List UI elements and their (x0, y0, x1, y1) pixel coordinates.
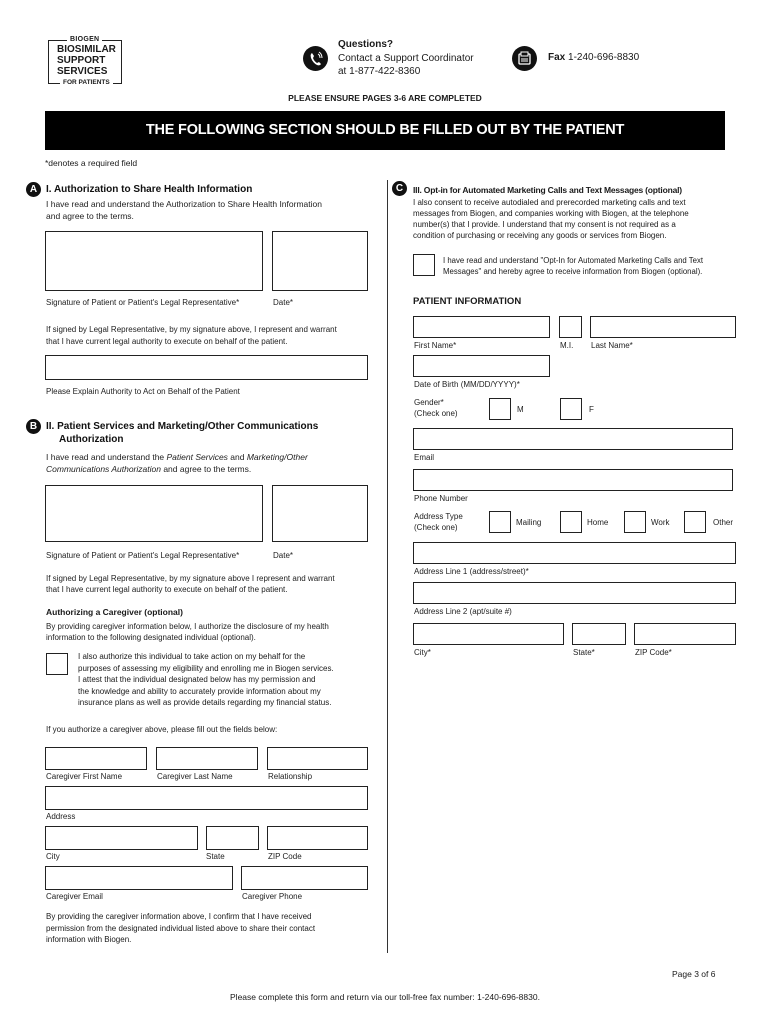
section-c-title: III. Opt-in for Automated Marketing Calls and Text Messages (optional) (413, 185, 682, 195)
questions-title: Questions? (338, 39, 394, 50)
caregiver-title: Authorizing a Caregiver (optional) (46, 607, 183, 617)
logo-bottom-text: FOR PATIENTS (60, 79, 113, 86)
caregiver-relationship-field[interactable] (267, 747, 368, 770)
caregiver-zip-field[interactable] (267, 826, 368, 850)
patient-city-field[interactable] (413, 623, 564, 645)
section-b-intro-italic2: Marketing/Other (246, 452, 308, 462)
section-c-check-line-2: Messages" and hereby agree to receive information from Biogen (optional). (443, 267, 703, 276)
caregiver-intro-1: By providing caregiver information below, I authorize the disclosure of my health (46, 622, 329, 631)
address-type-label: Address Type (414, 512, 463, 521)
patient-mi-field[interactable] (559, 316, 582, 338)
section-b-title-1: II. Patient Services and Marketing/Other Communications (46, 421, 319, 432)
section-b-intro-italic1: Patient Services (166, 452, 228, 462)
gender-label: Gender* (414, 398, 444, 407)
patient-address2-field[interactable] (413, 582, 736, 604)
phone-icon (303, 46, 328, 71)
address-home-label: Home (587, 518, 609, 527)
caregiver-last-name-field[interactable] (156, 747, 258, 770)
banner-text: THE FOLLOWING SECTION SHOULD BE FILLED OUT BY THE PATIENT (145, 122, 625, 138)
patient-email-field[interactable] (413, 428, 733, 450)
section-a-badge: A (26, 182, 41, 197)
footer-note: Please complete this form and return via our toll-free fax number: 1-240-696-8830. (230, 992, 540, 1002)
section-b-intro (46, 452, 376, 475)
caregiver-authorize-text (78, 651, 334, 709)
gender-f-checkbox[interactable] (560, 398, 582, 420)
logo-line2: SUPPORT (57, 55, 106, 66)
address-other-label: Other (713, 518, 734, 527)
caregiver-phone-label: Caregiver Phone (242, 892, 303, 901)
patient-phone-field[interactable] (413, 469, 733, 491)
caregiver-check-line: insurance plans as well as provide details regarding my financial status. (78, 698, 332, 707)
patient-address1-field[interactable] (413, 542, 736, 564)
caregiver-check-line: I also authorize this individual to take action on my behalf for the (78, 652, 306, 661)
gender-f-label: F (589, 405, 594, 414)
caregiver-confirm-line: permission from the designated individual listed above to share their contact (46, 923, 316, 933)
address-home-checkbox[interactable] (560, 511, 582, 533)
patient-first-name-label: First Name* (414, 341, 457, 350)
caregiver-confirm (46, 911, 315, 946)
questions-line1: Contact a Support Coordinator (338, 53, 474, 64)
section-b-date-field[interactable] (272, 485, 368, 542)
caregiver-zip-label: ZIP Code (268, 852, 302, 861)
caregiver-state-field[interactable] (206, 826, 259, 850)
patient-mi-label: M.I. (560, 341, 574, 350)
address-work-checkbox[interactable] (624, 511, 646, 533)
fax-info (548, 52, 639, 63)
section-a-rep-1: If signed by Legal Representative, by my signature above, I represent and warrant (46, 325, 337, 334)
section-b-signature-label: Signature of Patient or Patient's Legal Representative* (46, 551, 240, 560)
caregiver-relationship-label: Relationship (268, 772, 313, 781)
caregiver-address-label: Address (46, 812, 76, 821)
section-b-intro-post: and agree to the terms. (160, 463, 252, 474)
section-a-date-field[interactable] (272, 231, 368, 291)
biogen-logo (48, 36, 124, 86)
patient-state-label: State* (573, 648, 595, 657)
section-a-signature-field[interactable] (45, 231, 263, 291)
section-c-intro-line: I also consent to receive autodialed and prerecorded marketing calls and text (413, 198, 686, 207)
logo-line1: BIOSIMILAR (57, 44, 116, 55)
column-divider (387, 180, 388, 953)
address-work-label: Work (651, 518, 670, 527)
section-a-authority-label: Please Explain Authority to Act on Behalf of the Patient (46, 387, 240, 396)
section-b-intro-pre: I have read and understand the (46, 452, 167, 462)
patient-last-name-field[interactable] (590, 316, 736, 338)
page-number: Page 3 of 6 (672, 969, 716, 979)
gender-hint: (Check one) (414, 409, 458, 418)
section-b-intro-italic3: Communications Authorization (46, 463, 161, 474)
section-a-rep-2: that I have current legal authority to execute on behalf of the patient. (46, 337, 288, 346)
gender-m-label: M (517, 405, 524, 414)
caregiver-check-line: I attest that the individual designated below has my permission and (78, 675, 316, 684)
caregiver-city-label: City (46, 852, 60, 861)
section-b-badge: B (26, 419, 41, 434)
patient-dob-field[interactable] (413, 355, 550, 377)
address-mailing-label: Mailing (516, 518, 542, 527)
patient-address2-label: Address Line 2 (apt/suite #) (414, 607, 512, 616)
fax-number: 1-240-696-8830 (568, 52, 640, 63)
section-b-rep-1: If signed by Legal Representative, by my signature above I represent and warrant (46, 574, 335, 583)
section-b-signature-field[interactable] (45, 485, 263, 542)
caregiver-email-field[interactable] (45, 866, 233, 890)
caregiver-confirm-line: By providing the caregiver information above, I confirm that I have received (46, 912, 312, 921)
fax-label: Fax (548, 52, 566, 63)
patient-phone-label: Phone Number (414, 494, 468, 503)
section-a-intro-1: I have read and understand the Authorization to Share Health Information (46, 199, 322, 209)
patient-first-name-field[interactable] (413, 316, 550, 338)
section-c-intro (413, 197, 689, 241)
section-b-rep-2: that I have current legal authority to execute on behalf of the patient. (46, 585, 288, 594)
pages-note: PLEASE ENSURE PAGES 3-6 ARE COMPLETED (288, 93, 482, 103)
caregiver-city-field[interactable] (45, 826, 198, 850)
section-a-intro-2: and agree to the terms. (46, 211, 134, 221)
section-a-title: I. Authorization to Share Health Information (46, 184, 253, 195)
required-note: *denotes a required field (45, 158, 138, 168)
section-b-date-label: Date* (273, 551, 294, 560)
patient-zip-field[interactable] (634, 623, 736, 645)
section-a-date-label: Date* (273, 298, 294, 307)
caregiver-last-name-label: Caregiver Last Name (157, 772, 233, 781)
patient-address1-label: Address Line 1 (address/street)* (414, 567, 529, 576)
patient-state-field[interactable] (572, 623, 626, 645)
section-b-title-2: Authorization (59, 434, 124, 445)
section-c-intro-line: condition of purchasing or receiving any goods or services from Biogen. (413, 231, 667, 240)
patient-last-name-label: Last Name* (591, 341, 633, 350)
patient-zip-label: ZIP Code* (635, 648, 672, 657)
section-c-intro-line: number(s) that I provide. I understand that my consent is not required as a (413, 220, 676, 229)
caregiver-address-field[interactable] (45, 786, 368, 810)
section-a-authority-field[interactable] (45, 355, 368, 380)
caregiver-fill-note: If you authorize a caregiver above, please fill out the fields below: (46, 725, 278, 734)
address-mailing-checkbox[interactable] (489, 511, 511, 533)
caregiver-check-line: the knowledge and ability to accurately provide information about my (78, 686, 321, 696)
section-c-intro-line: messages from Biogen, and companies working with Biogen, at the telephone (413, 209, 689, 218)
caregiver-state-label: State (206, 852, 225, 861)
caregiver-check-line: purposes of assessing my eligibility and enrolling me in Biogen services. (78, 663, 334, 673)
caregiver-first-name-field[interactable] (45, 747, 147, 770)
gender-m-checkbox[interactable] (489, 398, 511, 420)
patient-email-label: Email (414, 453, 435, 462)
fax-icon (512, 46, 537, 71)
caregiver-phone-field[interactable] (241, 866, 368, 890)
logo-top-text: BIOGEN (67, 36, 102, 43)
section-a-signature-label: Signature of Patient or Patient's Legal Representative* (46, 298, 240, 307)
patient-info-title: PATIENT INFORMATION (413, 296, 522, 307)
questions-line2: at 1-877-422-8360 (338, 66, 421, 77)
patient-dob-label: Date of Birth (MM/DD/YYYY)* (414, 380, 520, 389)
caregiver-first-name-label: Caregiver First Name (46, 772, 123, 781)
section-c-optin-checkbox[interactable] (413, 254, 435, 276)
address-other-checkbox[interactable] (684, 511, 706, 533)
address-type-hint: (Check one) (414, 523, 458, 532)
patient-banner (45, 111, 725, 150)
section-c-check-line-1: I have read and understand "Opt-In for Automated Marketing Calls and Text (443, 256, 704, 265)
caregiver-confirm-line: information with Biogen. (46, 935, 132, 944)
section-c-badge: C (392, 181, 407, 196)
section-b-intro-mid: and (227, 452, 247, 462)
caregiver-email-label: Caregiver Email (46, 892, 103, 901)
caregiver-intro-2: information to the following designated individual (optional). (46, 633, 256, 642)
patient-city-label: City* (414, 648, 431, 657)
logo-line3: SERVICES (57, 66, 108, 77)
caregiver-authorize-checkbox[interactable] (46, 653, 68, 675)
